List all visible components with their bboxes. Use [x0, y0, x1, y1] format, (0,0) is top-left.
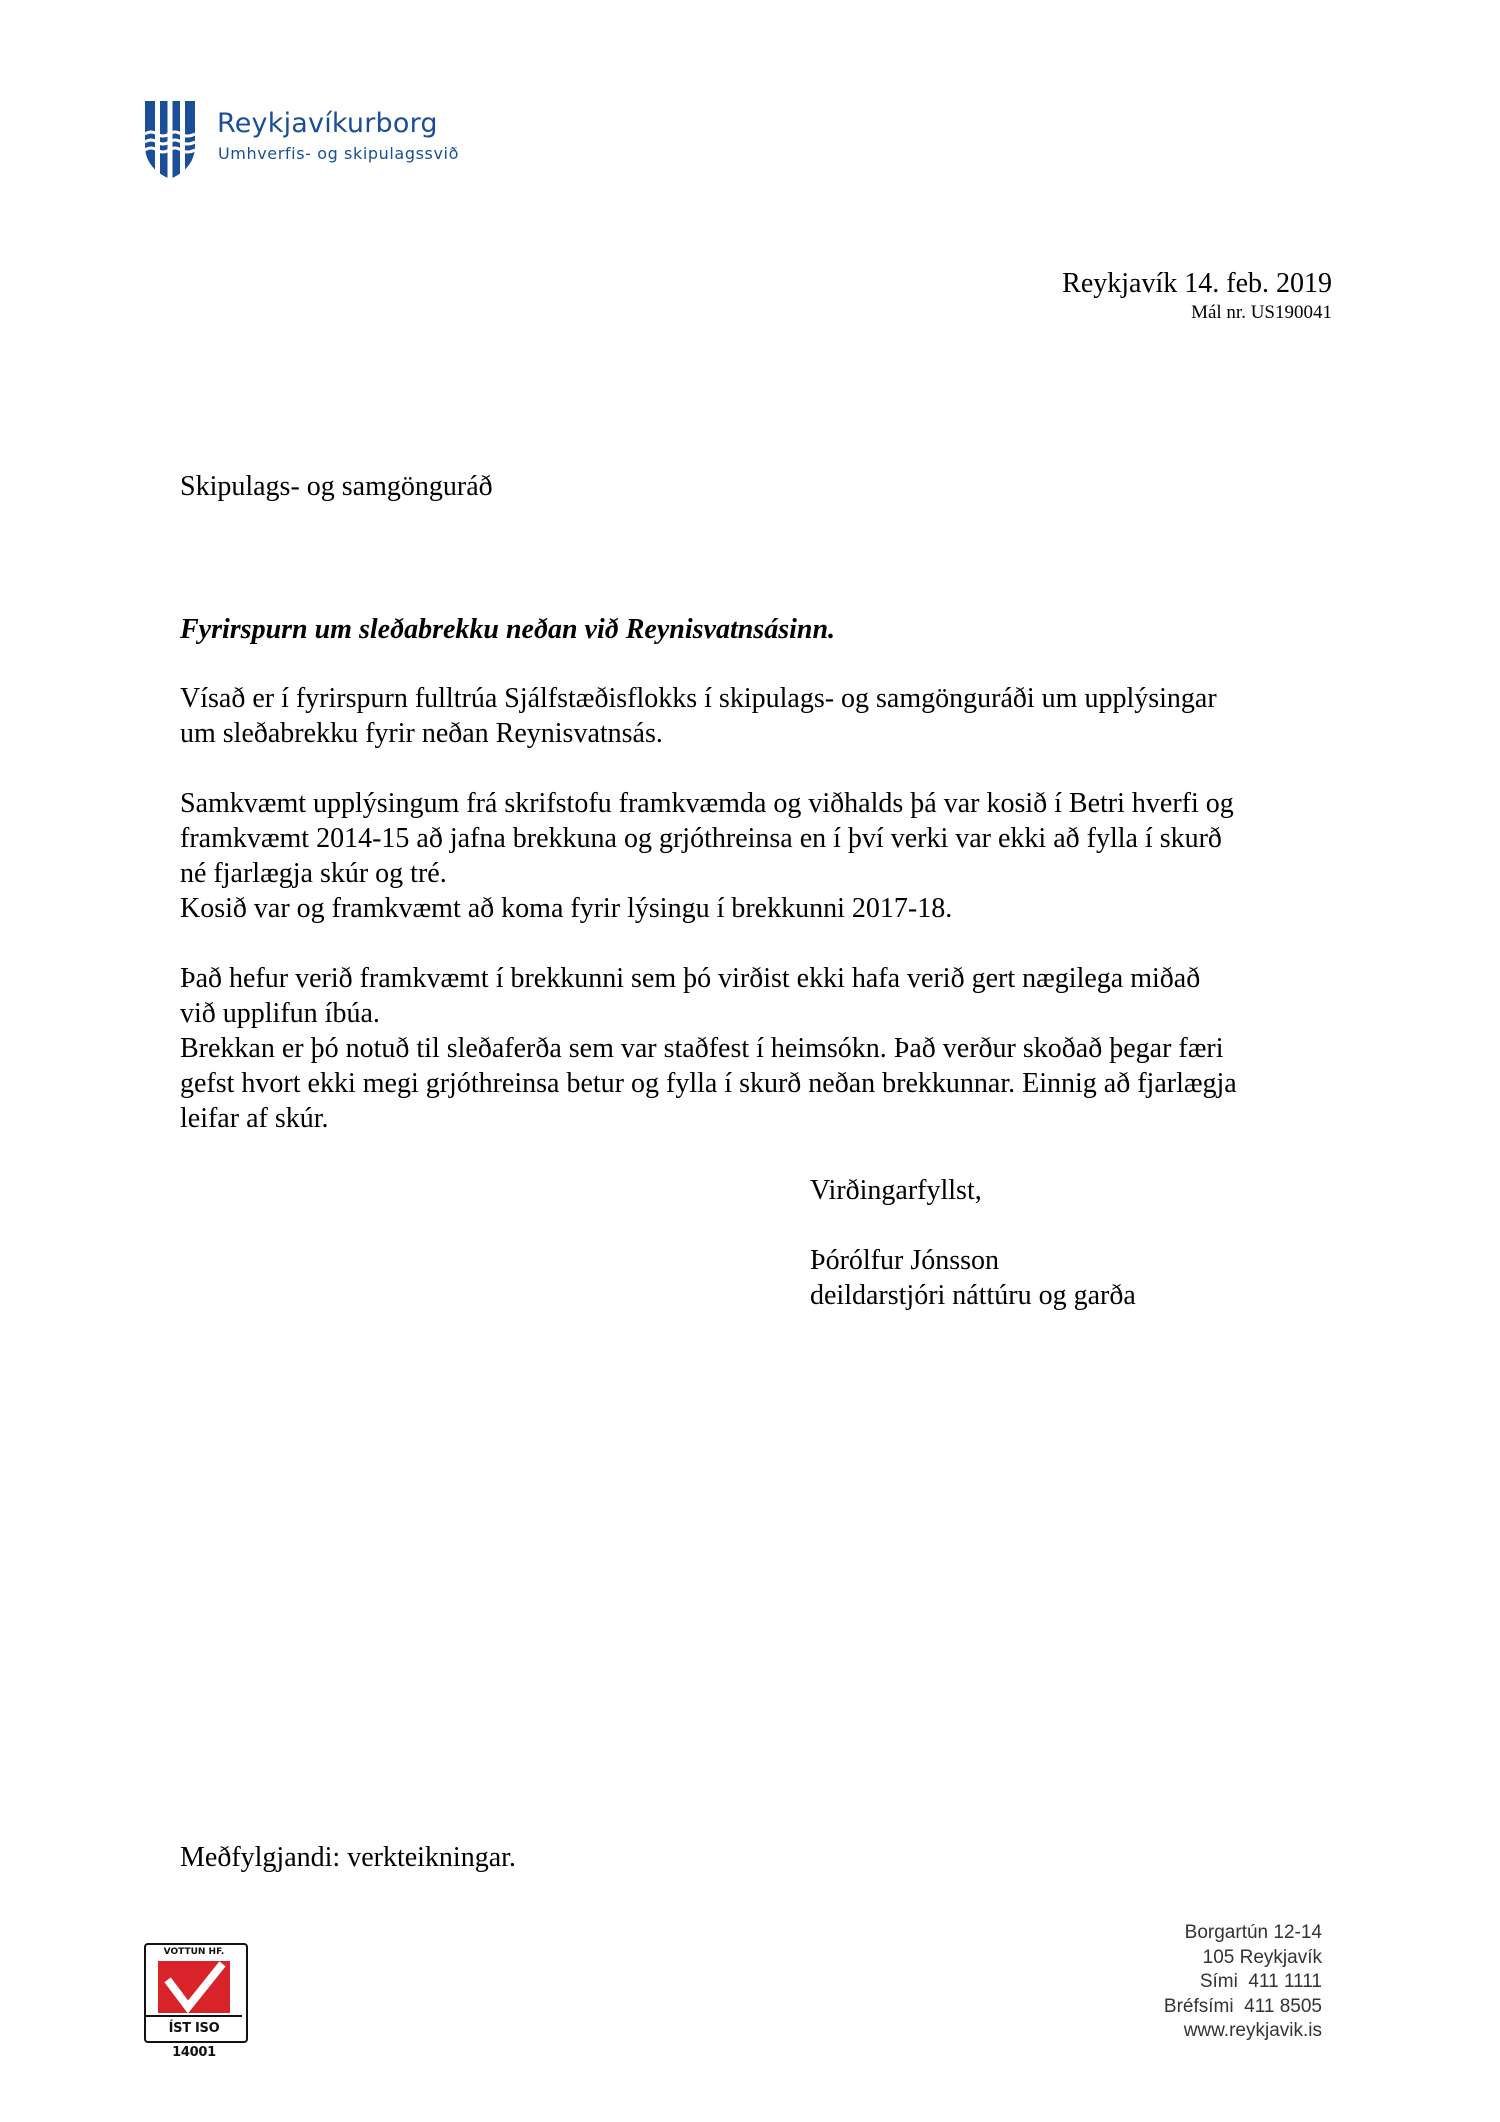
subject-line: Fyrirspurn um sleðabrekku neðan við Reynisvatnsásinn.: [180, 614, 836, 645]
reykjavik-shield-icon: [144, 100, 196, 180]
website-link[interactable]: www.reykjavik.is: [1183, 2020, 1322, 2041]
body-line: Það hefur verið framkvæmt í brekkunni sem þó virðist ekki hafa verið gert nægilega miðað: [180, 963, 1201, 994]
body-line: Samkvæmt upplýsingum frá skrifstofu framkvæmda og viðhalds þá var kosið í Betri hverfi og: [180, 788, 1234, 819]
date-block: [1062, 267, 1332, 325]
iso-certification-badge: [144, 1943, 248, 2060]
footer-address: [1164, 1921, 1322, 2044]
body-paragraph: [180, 681, 1237, 751]
body-line: um sleðabrekku fyrir neðan Reynisvatnsás.: [180, 718, 663, 749]
closing: Virðingarfyllst,: [810, 1175, 982, 1206]
body-line: Brekkan er þó notuð til sleðaferða sem var staðfest í heimsókn. Það verður skoðað þegar færi: [180, 1033, 1224, 1064]
body-line: við upplifun íbúa.: [180, 998, 380, 1029]
street-address: Borgartún 12-14: [1184, 1922, 1322, 1943]
signature-block: [810, 1173, 1136, 1313]
certifier-label: VOTTUN HF.: [163, 1947, 225, 1957]
postal-address: 105 Reykjavík: [1202, 1946, 1322, 1968]
checkmark-icon: [158, 1961, 230, 2013]
letter-body: [180, 681, 1237, 1136]
body-paragraph: [180, 786, 1237, 926]
body-line: leifar af skúr.: [180, 1103, 329, 1134]
case-number: Mál nr. US190041: [1191, 302, 1332, 323]
attachment-note: Meðfylgjandi: verkteikningar.: [180, 1842, 516, 1873]
body-line: Kosið var og framkvæmt að koma fyrir lýsingu í brekkunni 2017-18.: [180, 893, 953, 924]
signer-name: Þórólfur Jónsson: [810, 1245, 1000, 1276]
department-name: Umhverfis- og skipulagssvið: [218, 144, 459, 163]
body-paragraph: [180, 961, 1237, 1136]
letterhead-logo: [144, 100, 474, 180]
recipient: Skipulags- og samgönguráð: [180, 471, 493, 502]
body-line: né fjarlægja skúr og tré.: [180, 858, 447, 889]
phone-number: Sími 411 1111: [1199, 1971, 1322, 1992]
body-line: framkvæmt 2014-15 að jafna brekkuna og grjóthreinsa en í því verki var ekki að fylla í skurð: [180, 823, 1222, 854]
letter-date: Reykjavík 14. feb. 2019: [1062, 268, 1332, 299]
signer-title: deildarstjóri náttúru og garða: [810, 1280, 1136, 1311]
fax-number: Bréfsími 411 8505: [1163, 1995, 1322, 2017]
org-name: Reykjavíkurborg: [217, 108, 438, 139]
body-line: gefst hvort ekki megi grjóthreinsa betur og fylla í skurð neðan brekkunnar. Einnig að fjarlægja: [180, 1068, 1237, 1099]
iso-standard-label: ÍST ISO 14001: [146, 2015, 242, 2041]
body-line: Vísað er í fyrirspurn fulltrúa Sjálfstæðisflokks í skipulags- og samgönguráði um upplýsingar: [180, 683, 1217, 714]
